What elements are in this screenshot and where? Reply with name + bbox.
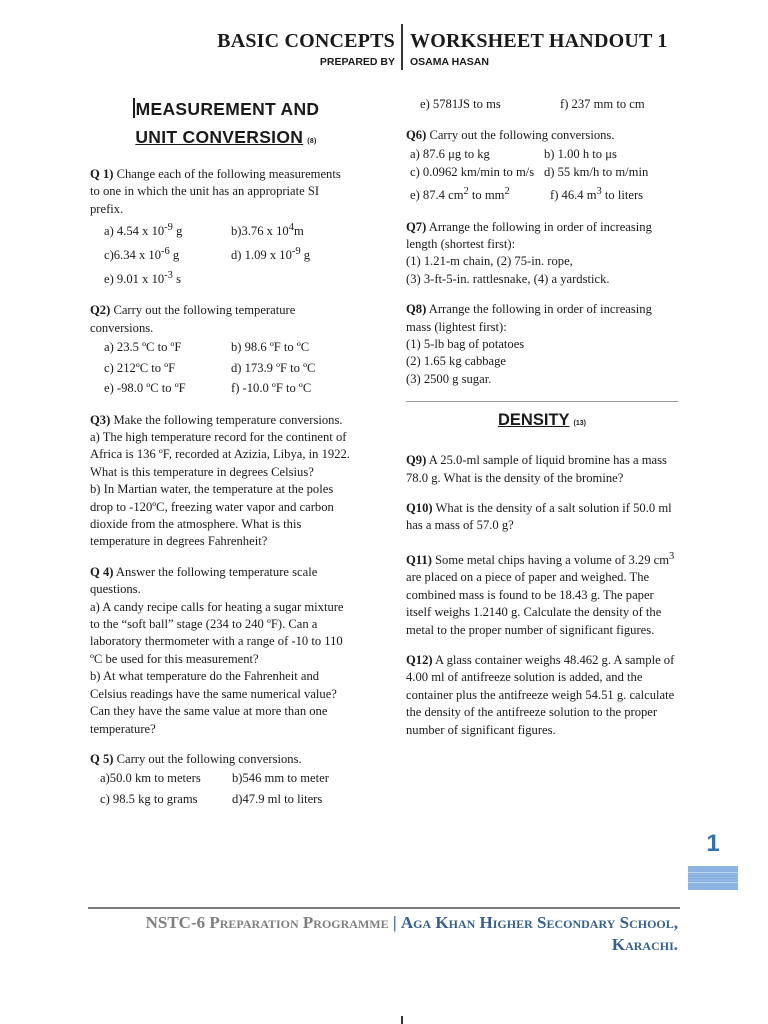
header-right-title: WORKSHEET HANDOUT 1 xyxy=(410,30,668,52)
header-left xyxy=(217,30,395,68)
q7-text: Arrange the following in order of increasing length (shortest first): xyxy=(406,219,652,251)
section-title-line1: MEASUREMENT AND xyxy=(135,99,320,119)
q6-e-rest: to mm xyxy=(468,188,505,202)
q1-c-unit: g xyxy=(169,248,180,263)
header-right-sub: OSAMA HASAN xyxy=(410,56,489,68)
q2-row-1 xyxy=(90,337,352,358)
q5-text: Carry out the following conversions. xyxy=(113,751,302,766)
q6-d: d) 55 km/h to m/min xyxy=(544,165,649,180)
q8-label: Q8) xyxy=(406,302,427,317)
q8-line-2: (2) 1.65 kg cabbage xyxy=(406,354,507,369)
q1-b-unit: m xyxy=(293,224,304,239)
footer-rule xyxy=(88,907,680,909)
question-1 xyxy=(90,166,352,289)
footer-school: Aga Khan Higher Secondary School, xyxy=(400,913,678,932)
question-11 xyxy=(406,548,678,639)
q6-a: a) 87.6 μg to kg xyxy=(410,146,490,161)
q2-d: d) 173.9 ºF to ºC xyxy=(231,360,316,375)
question-10 xyxy=(406,500,678,535)
question-3 xyxy=(90,412,352,551)
left-column xyxy=(90,96,352,822)
q2-c: c) 212ºC to ºF xyxy=(104,360,176,375)
q10-label: Q10) xyxy=(406,500,433,515)
q12-label: Q12) xyxy=(406,653,433,667)
question-7 xyxy=(406,219,678,289)
q2-text: Carry out the following temperature conversions. xyxy=(90,303,296,335)
q6-f-exp: 3 xyxy=(596,185,602,197)
q1-c-exp: -6 xyxy=(161,245,170,257)
question-4 xyxy=(90,564,352,738)
q1-a-exp: -9 xyxy=(164,222,173,234)
header-divider xyxy=(401,24,403,70)
header-left-sub: PREPARED BY xyxy=(319,56,395,68)
q1-text: Change each of the following measurements to one in which the unit has an appropriate SI prefix. xyxy=(90,167,341,216)
question-12 xyxy=(406,652,678,739)
q8-text: Arrange the following in order of increasing mass (lightest first): xyxy=(406,302,652,334)
q11-text-2: are placed on a piece of paper and weighed. The combined mass is found to be 18.43 g. The paper itself weighs 1.2140 g. Calculate the density of the metal to the proper number of significant figures. xyxy=(406,570,662,637)
density-marks: (13) xyxy=(573,420,586,428)
q1-d: d) 1.09 x 10 xyxy=(231,248,292,263)
q1-e: e) 9.01 x 10 xyxy=(104,271,165,286)
page-number: 1 xyxy=(706,830,720,857)
question-5 xyxy=(90,751,352,809)
q1-e-exp: -3 xyxy=(164,269,173,281)
q7-label: Q7) xyxy=(406,219,427,234)
q6-row-1 xyxy=(406,144,678,165)
q2-row-3 xyxy=(90,378,352,399)
q5-d: d)47.9 ml to liters xyxy=(232,791,323,806)
q3-text: Make the following temperature conversions. xyxy=(110,412,343,427)
q3-label: Q3) xyxy=(90,412,111,427)
q4-a: a) A candy recipe calls for heating a sugar mixture to the “soft ball” stage (234 to 240 ºF). Can a laboratory thermometer with a range of -10 to 110 ºC be used for this measurement? xyxy=(90,599,344,666)
header-left-title: BASIC CONCEPTS xyxy=(217,30,395,52)
footer xyxy=(146,912,678,956)
q6-b: b) 1.00 h to μs xyxy=(544,146,617,161)
footer-programme: NSTC-6 Preparation Programme xyxy=(145,913,389,932)
q5-row-3 xyxy=(406,94,678,115)
q1-c: c)6.34 x 10 xyxy=(104,248,162,263)
q1-row-3 xyxy=(90,266,352,290)
section-marks: (8) xyxy=(307,138,317,145)
q2-b: b) 98.6 ºF to ºC xyxy=(231,340,310,355)
q1-a-unit: g xyxy=(172,224,183,239)
q6-text: Carry out the following conversions. xyxy=(426,127,615,142)
q11-exp: 3 xyxy=(669,550,675,562)
q11-label: Q11) xyxy=(406,552,432,567)
q8-line-3: (3) 2500 g sugar. xyxy=(406,371,492,386)
question-9 xyxy=(406,452,678,487)
question-8 xyxy=(406,301,678,388)
q4-b: b) At what temperature do the Fahrenheit and Celsius readings have the same numerical value? Can they have the same value at more than one temperature? xyxy=(90,669,337,736)
density-title-text: DENSITY xyxy=(498,411,570,430)
q2-row-2 xyxy=(90,358,352,379)
q1-d-exp: -9 xyxy=(291,245,301,257)
q1-d-unit: g xyxy=(300,248,311,263)
q6-row-2 xyxy=(406,164,678,181)
q9-text: A 25.0-ml sample of liquid bromine has a mass 78.0 g. What is the density of the bromine? xyxy=(406,453,667,485)
q6-f-rest: to liters xyxy=(601,188,644,202)
q5-row-1 xyxy=(90,768,352,789)
q6-f: f) 46.4 m xyxy=(550,188,597,202)
q1-b-exp: 4 xyxy=(288,222,294,234)
header-right xyxy=(410,30,668,68)
q6-c: c) 0.0962 km/min to m/s xyxy=(410,165,535,180)
q1-b: b)3.76 x 10 xyxy=(231,224,289,239)
q10-text: What is the density of a salt solution if 50.0 ml has a mass of 57.0 g? xyxy=(406,500,672,533)
page-number-band xyxy=(688,866,738,890)
title-bar xyxy=(133,98,135,118)
q6-row-3 xyxy=(406,182,678,206)
q9-label: Q9) xyxy=(406,453,427,468)
q3-b: b) In Martian water, the temperature at the poles drop to -120ºC, freezing water vapor and carbon dioxide from the atmosphere. What is this temperature in degrees Fahrenheit? xyxy=(90,482,334,549)
bottom-tick xyxy=(401,1016,403,1024)
q5-row-2 xyxy=(90,789,352,810)
q8-line-1: (1) 5-lb bag of potatoes xyxy=(406,336,525,351)
q11-text-1: Some metal chips having a volume of 3.29 cm xyxy=(431,552,670,567)
q6-e-exp2: 2 xyxy=(504,185,510,197)
q5-c: c) 98.5 kg to grams xyxy=(100,791,198,806)
q4-text: Answer the following temperature scale questions. xyxy=(90,564,318,597)
q2-e: e) -98.0 ºC to ºF xyxy=(104,381,186,396)
q3-a: a) The high temperature record for the continent of Africa is 136 ºF, recorded at Azizia, Libya, in 1922. What is this temperature in degrees Celsius? xyxy=(90,430,350,479)
q6-e: e) 87.4 cm xyxy=(410,188,464,202)
q6-e-exp: 2 xyxy=(463,185,469,197)
q2-a: a) 23.5 ºC to ºF xyxy=(104,340,182,355)
q5-label: Q 5) xyxy=(90,751,114,766)
q5-f: f) 237 mm to cm xyxy=(560,97,645,111)
q5-a: a)50.0 km to meters xyxy=(100,771,201,786)
footer-separator: | xyxy=(388,913,401,932)
q7-line-2: (3) 3-ft-5-in. rattlesnake, (4) a yardstick. xyxy=(406,271,610,286)
q5-e: e) 5781JS to ms xyxy=(420,97,501,111)
question-2 xyxy=(90,302,352,398)
section-title-measurement xyxy=(90,95,352,156)
q5-b: b)546 mm to meter xyxy=(232,771,329,786)
q12-text: A glass container weighs 48.462 g. A sample of 4.00 ml of antifreeze solution is added, and the container plus the antifreeze weigh 54.51 g. calculate the density of the antifreeze solution to the proper number of significant figures. xyxy=(406,653,675,737)
q2-label: Q2) xyxy=(90,303,111,318)
section-title-density xyxy=(406,406,678,438)
q7-line-1: (1) 1.21-m chain, (2) 75-in. rope, xyxy=(406,254,573,269)
q1-row-1 xyxy=(90,218,352,242)
q1-label: Q 1) xyxy=(90,167,114,181)
right-column xyxy=(406,96,678,752)
q2-f: f) -10.0 ºF to ºC xyxy=(231,381,312,396)
question-6 xyxy=(406,127,678,206)
q1-row-2 xyxy=(90,242,352,266)
q1-e-unit: s xyxy=(172,271,181,286)
q1-a: a) 4.54 x 10 xyxy=(104,224,165,239)
footer-city: Karachi. xyxy=(611,935,678,954)
q6-label: Q6) xyxy=(406,127,427,142)
section-divider xyxy=(406,401,678,402)
q4-label: Q 4) xyxy=(90,564,114,579)
section-title-line2: UNIT CONVERSION xyxy=(135,127,304,147)
